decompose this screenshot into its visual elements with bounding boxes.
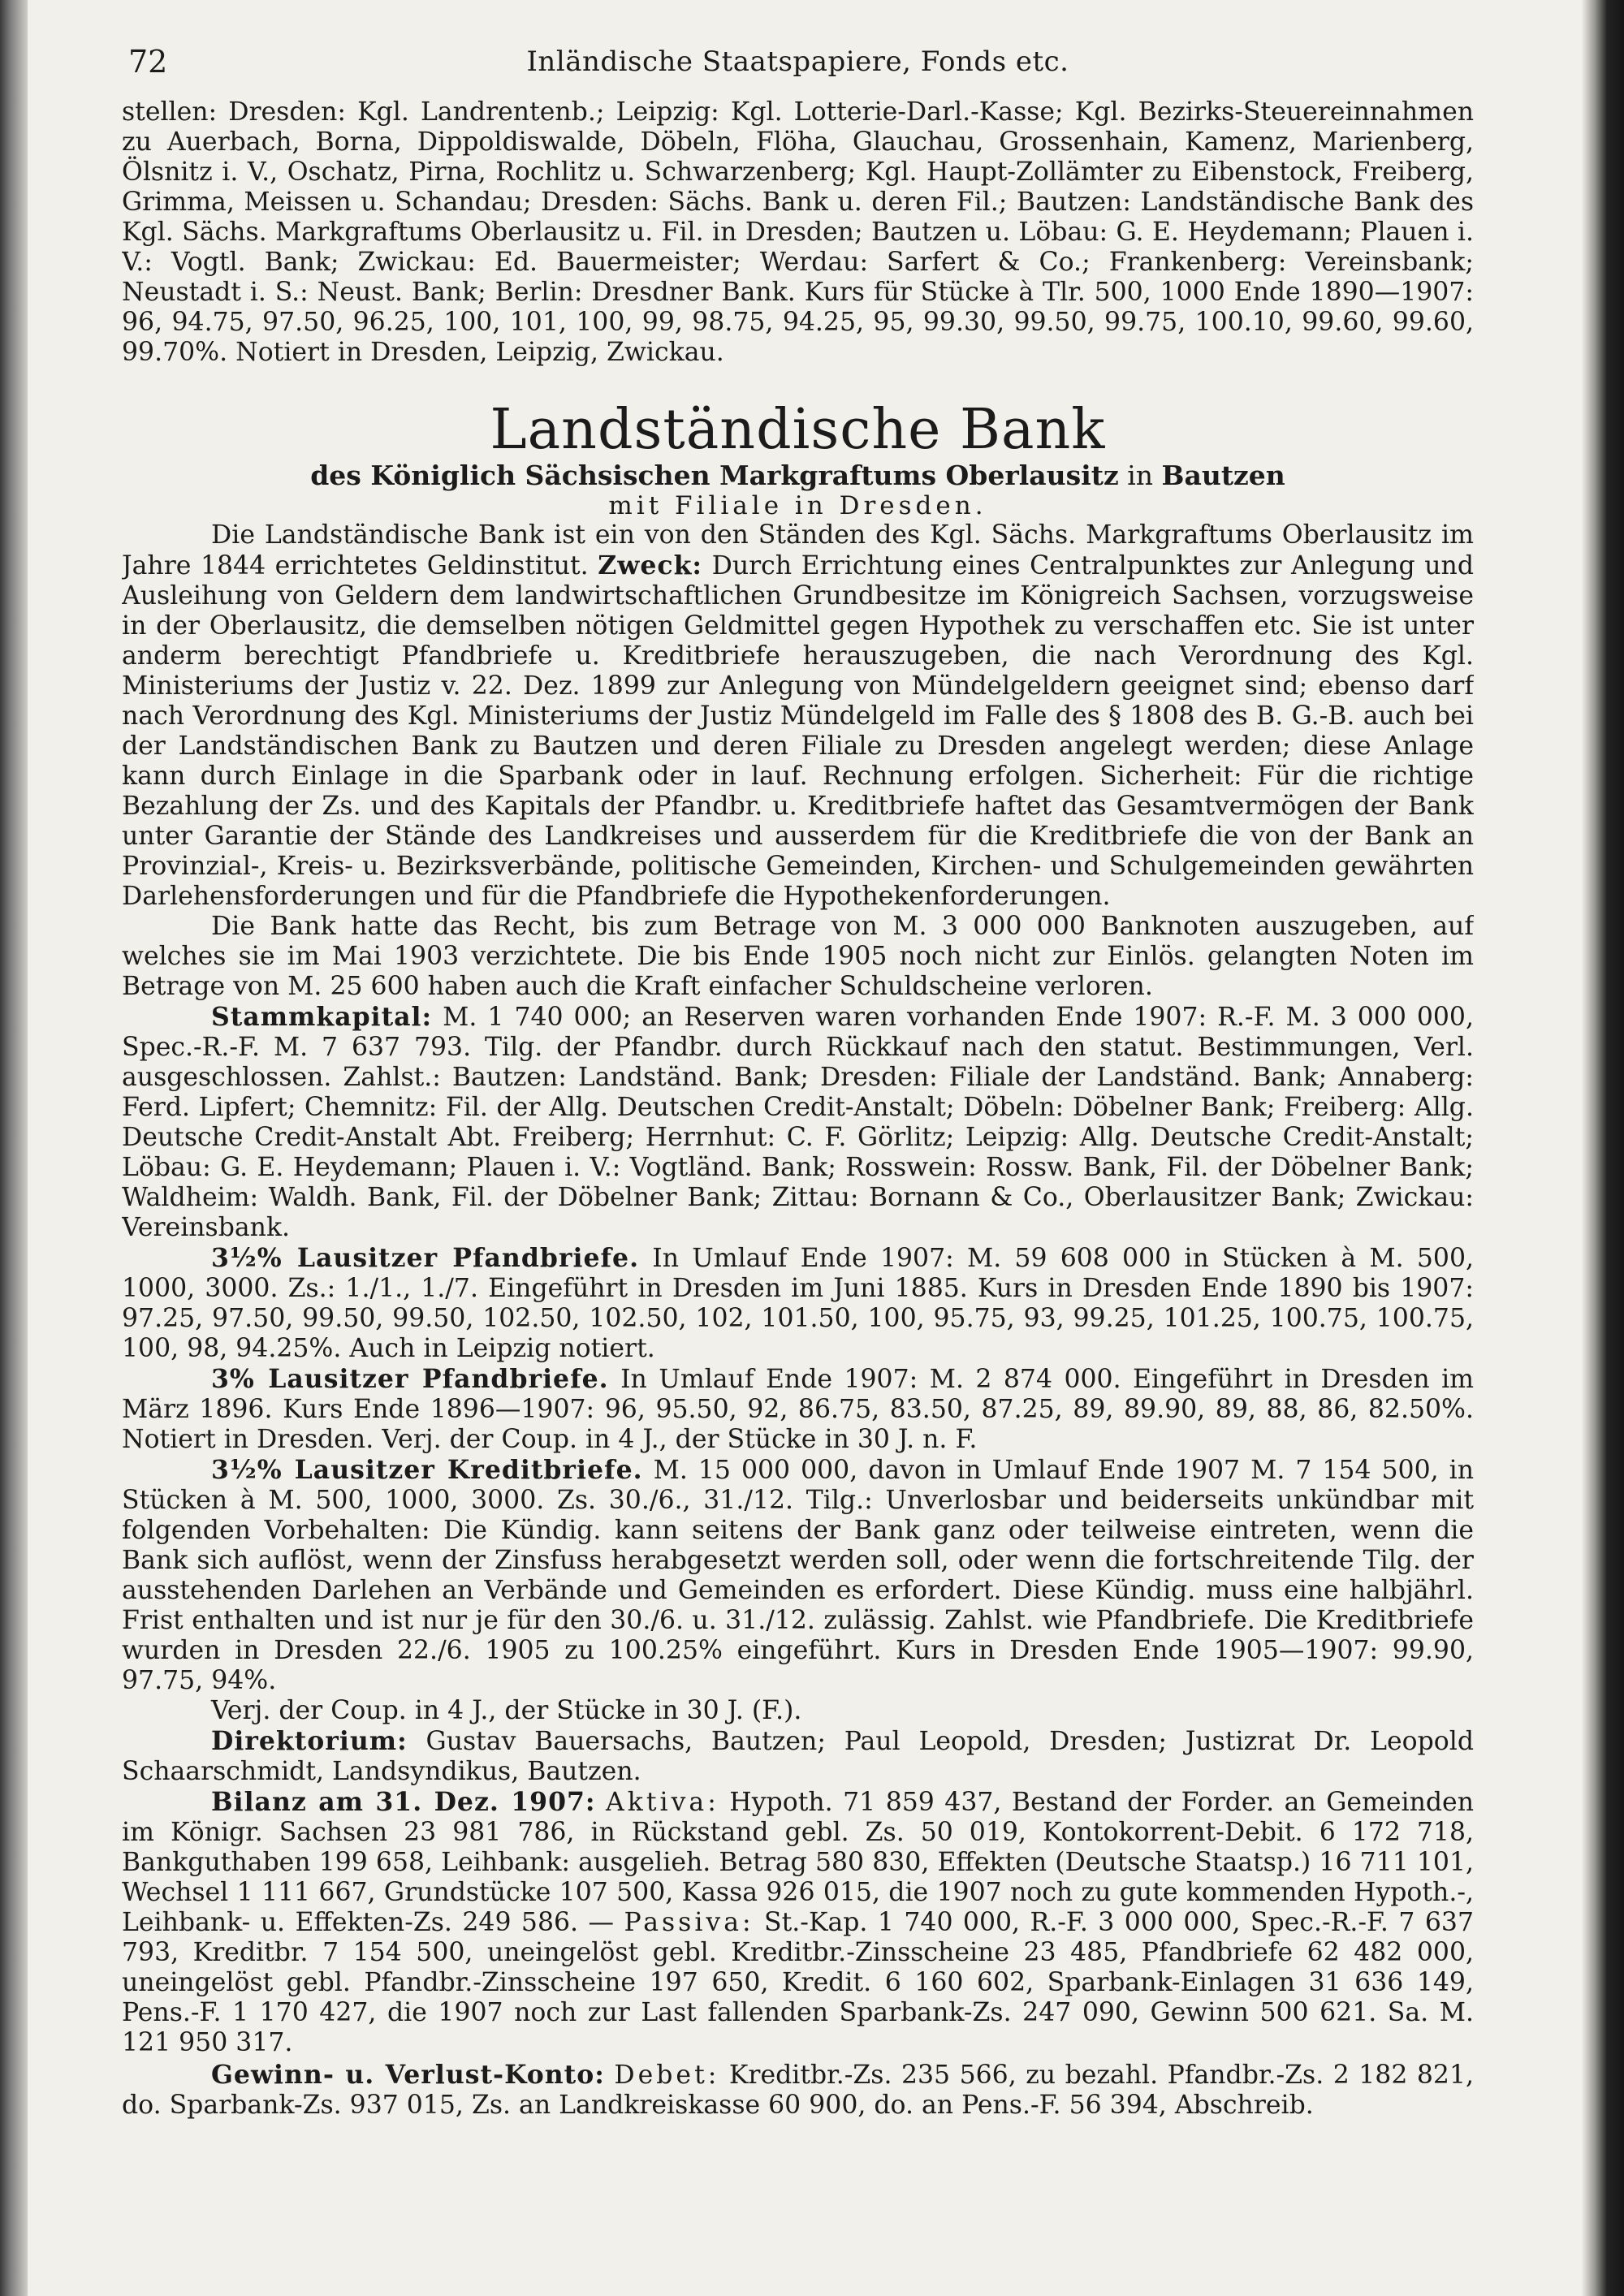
pfandbriefe-3-label: 3% Lausitzer Pfandbriefe. [211, 1364, 609, 1394]
bank-subtitle-city: Bautzen [1161, 460, 1285, 491]
passiva-text: St.-Kap. 1 740 000, R.-F. 3 000 000, Spec.-R.-F. 7 637 793, Kreditbr. 7 154 500, uneingelöst gebl. Kreditbr.-Zinsscheine 23 485, Pfandbriefe 62 482 000, uneingelöst gebl. Pfandbr.-Zinsscheine 197 650, Kredit. 6 160 602, Sparbank-Einlagen 31 636 149, Pens.-F. 1 170 427, die 1907 noch zur Last fallenden Sparbank-Zs. 247 090, Gewinn 500 621. Sa. M. 121 950 317. [122, 1908, 1474, 2057]
stammkapital-text: M. 1 740 000; an Reserven waren vorhanden Ende 1907: R.-F. M. 3 000 000, Spec.-R.-F. M. 7 637 793. Tilg. der Pfandbr. durch Rückkauf nach den statut. Bestimmungen, Verl. ausgeschlossen. Zahlst.: Bautzen: Landständ. Bank; Dresden: Filiale der Landständ. Bank; Annaberg: Ferd. Lipfert; Chemnitz: Fil. der Allg. Deutschen Credit-Anstalt; Döbeln: Döbelner Bank; Freiberg: Allg. Deutsche Credit-Anstalt Abt. Freiberg; Herrnhut: C. F. Görlitz; Leipzig: Allg. Deutsche Credit-Anstalt; Löbau: G. E. Heydemann; Plauen i. V.: Vogtländ. Bank; Rosswein: Rossw. Bank, Fil. der Döbelner Bank; Waldheim: Waldh. Bank, Fil. der Döbelner Bank; Zittau: Bornann & Co., Oberlausitzer Bank; Zwickau: Vereinsbank. [122, 1003, 1474, 1242]
paragraph-description [122, 520, 1474, 912]
paragraph-direktorium [122, 1726, 1474, 1787]
scan-edge-right [1582, 0, 1624, 2296]
paragraph-bilanz [122, 1787, 1474, 2058]
bank-section-heading [122, 400, 1474, 520]
gewinn-verlust-label: Gewinn- u. Verlust-Konto: [211, 2060, 605, 2090]
paragraph-kreditbriefe [122, 1455, 1474, 1696]
paragraph-verjaehrung: Verj. der Coup. in 4 J., der Stücke in 30 J. (F.). [211, 1696, 802, 1725]
passiva-label: Passiva: [624, 1908, 754, 1937]
bank-title: Landständische Bank [490, 398, 1106, 462]
page-number: 72 [128, 44, 168, 80]
paragraph-banknotes: Die Bank hatte das Recht, bis zum Betrage von M. 3 000 000 Banknoten auszugeben, auf welches sie im Mai 1903 verzichtete. Die bis Ende 1905 noch nicht zur Einlös. gelangten Noten im Betrage von M. 25 600 haben auch die Kraft einfacher Schuldscheine verloren. [122, 912, 1474, 1001]
intro-paragraph: stellen: Dresden: Kgl. Landrentenb.; Leipzig: Kgl. Lotterie-Darl.-Kasse; Kgl. Bezirks-Steuereinnahmen zu Auerbach, Borna, Dippoldiswalde, Döbeln, Flöha, Glauchau, Grossenhain, Kamenz, Marienberg, Ölsnitz i. V., Oschatz, Pirna, Rochlitz u. Schwarzenberg; Kgl. Haupt-Zollämter zu Eibenstock, Freiberg, Grimma, Meissen u. Schandau; Dresden: Sächs. Bank u. deren Fil.; Bautzen: Landständische Bank des Kgl. Sächs. Markgraftums Oberlausitz u. Fil. in Dresden; Bautzen u. Löbau: G. E. Heydemann; Plauen i. V.: Vogtl. Bank; Zwickau: Ed. Bauermeister; Werdau: Sarfert & Co.; Frankenberg: Vereinsbank; Neustadt i. S.: Neust. Bank; Berlin: Dresdner Bank. Kurs für Stücke à Tlr. 500, 1000 Ende 1890—1907: 96, 94.75, 97.50, 96.25, 100, 101, 100, 99, 98.75, 94.25, 95, 99.30, 99.50, 99.75, 100.10, 99.60, 99.60, 99.70%. Notiert in Dresden, Leipzig, Zwickau. [122, 97, 1474, 367]
description-text: Die Landständische Bank ist ein von den Ständen des Kgl. Sächs. Markgraftums Oberlausitz im Jahre 1844 errichtetes Geldinstitut. [122, 520, 1474, 580]
scan-edge-left [0, 0, 28, 2296]
direktorium-text: Gustav Bauersachs, Bautzen; Paul Leopold, Dresden; Justizrat Dr. Leopold Schaarschmidt, Landsyndikus, Bautzen. [122, 1727, 1474, 1786]
paragraph-stammkapital [122, 1002, 1474, 1243]
gewinn-verlust-text: Kreditbr.-Zs. 235 566, zu bezahl. Pfandbr.-Zs. 2 182 821, do. Sparbank-Zs. 937 015, Zs. an Landkreiskasse 60 900, do. an Pens.-F. 56 394, Abschreib. [122, 2061, 1474, 2120]
paragraph-pfandbriefe-3 [122, 1364, 1474, 1455]
direktorium-label: Direktorium: [211, 1726, 408, 1756]
debet-label: Debet: [614, 2061, 720, 2090]
bank-subtitle [122, 460, 1474, 491]
paragraph-pfandbriefe-35 [122, 1243, 1474, 1364]
pfandbriefe-35-label: 3½% Lausitzer Pfandbriefe. [211, 1243, 640, 1273]
bilanz-label: Bilanz am 31. Dez. 1907: [211, 1787, 596, 1817]
pfandbriefe-3-text: In Umlauf Ende 1907: M. 2 874 000. Eingeführt in Dresden im März 1896. Kurs Ende 1896—1907: 96, 95.50, 92, 86.75, 83.50, 87.25, 89, 89.90, 89, 88, 86, 82.50%. Notiert in Dresden. Verj. der Coup. in 4 J., der Stücke in 30 J. n. F. [122, 1365, 1474, 1454]
aktiva-text: Hypoth. 71 859 437, Bestand der Forder. an Gemeinden im Königr. Sachsen 23 981 786, in Rückstand gebl. Zs. 50 019, Kontokorrent-Debit. 6 172 718, Bankguthaben 199 658, Leihbank: ausgelieh. Betrag 580 830, Effekten (Deutsche Staatsp.) 16 711 101, Wechsel 1 111 667, Grundstücke 107 500, Kassa 926 015, die 1907 noch zu gute kommenden Hypoth.-, Leihbank- u. Effekten-Zs. 249 586. — [122, 1788, 1474, 1937]
paragraph-gewinn-verlust [122, 2060, 1474, 2121]
bank-filiale: mit Filiale in Dresden. [608, 491, 987, 520]
document-page [122, 32, 1474, 2281]
running-title: Inländische Staatspapiere, Fonds etc. [526, 45, 1069, 78]
kreditbriefe-label: 3½% Lausitzer Kreditbriefe. [211, 1455, 643, 1485]
stammkapital-label: Stammkapital: [211, 1002, 433, 1032]
bank-subtitle-main: des Königlich Sächsischen Markgraftums Oberlausitz [310, 460, 1119, 491]
zweck-label: Zweck: [598, 550, 703, 580]
aktiva-label: Aktiva: [606, 1788, 719, 1817]
zweck-text: Durch Errichtung eines Centralpunktes zur Anlegung und Ausleihung von Geldern dem landwirtschaftlichen Grundbesitze im Königreich Sachsen, vorzugsweise in der Oberlausitz, die demselben nötigen Geldmittel gegen Hypothek zu verschaffen etc. Sie ist unter anderm berechtigt Pfandbriefe u. Kreditbriefe herauszugeben, die nach Verordnung des Kgl. Ministeriums der Justiz v. 22. Dez. 1899 zur Anlegung von Mündelgeldern geeignet sind; ebenso darf nach Verordnung des Kgl. Ministeriums der Justiz Mündelgeld im Falle des § 1808 des B. G.-B. auch bei der Landständischen Bank zu Bautzen und deren Filiale zu Dresden angelegt werden; diese Anlage kann durch Einlage in die Sparbank oder in lauf. Rechnung erfolgen. Sicherheit: Für die richtige Bezahlung der Zs. und des Kapitals der Pfandbr. u. Kreditbriefe haftet das Gesamtvermögen der Bank unter Garantie der Stände des Landkreises und ausserdem für die Kreditbriefe die von der Bank an Provinzial-, Kreis- u. Bezirksverbände, politische Gemeinden, Kirchen- und Schulgemeinden gewährten Darlehensforderungen und für die Pfandbriefe die Hypothekenforderungen. [122, 551, 1474, 911]
running-head [122, 32, 1474, 97]
pfandbriefe-35-text: In Umlauf Ende 1907: M. 59 608 000 in Stücken à M. 500, 1000, 3000. Zs.: 1./1., 1./7. Eingeführt in Dresden im Juni 1885. Kurs in Dresden Ende 1890 bis 1907: 97.25, 97.50, 99.50, 99.50, 102.50, 102.50, 102, 101.50, 100, 95.75, 93, 99.25, 101.25, 100.75, 100.75, 100, 98, 94.25%. Auch in Leipzig notiert. [122, 1244, 1474, 1363]
bank-subtitle-in: in [1118, 460, 1162, 491]
kreditbriefe-text: M. 15 000 000, davon in Umlauf Ende 1907 M. 7 154 500, in Stücken à M. 500, 1000, 3000. Zs. 30./6., 31./12. Tilg.: Unverlosbar und beiderseits unkündbar mit folgenden Vorbehalten: Die Kündig. kann seitens der Bank ganz oder teilweise eintreten, wenn die Bank sich auflöst, wenn der Zinsfuss herabgesetzt werden soll, oder wenn die fortschreitende Tilg. der ausstehenden Darlehen an Verbände und Gemeinden es erfordert. Diese Kündig. muss eine halbjährl. Frist enthalten und ist nur je für den 30./6. u. 31./12. zulässig. Zahlst. wie Pfandbriefe. Die Kreditbriefe wurden in Dresden 22./6. 1905 zu 100.25% eingeführt. Kurs in Dresden Ende 1905—1907: 99.90, 97.75, 94%. [122, 1456, 1474, 1695]
